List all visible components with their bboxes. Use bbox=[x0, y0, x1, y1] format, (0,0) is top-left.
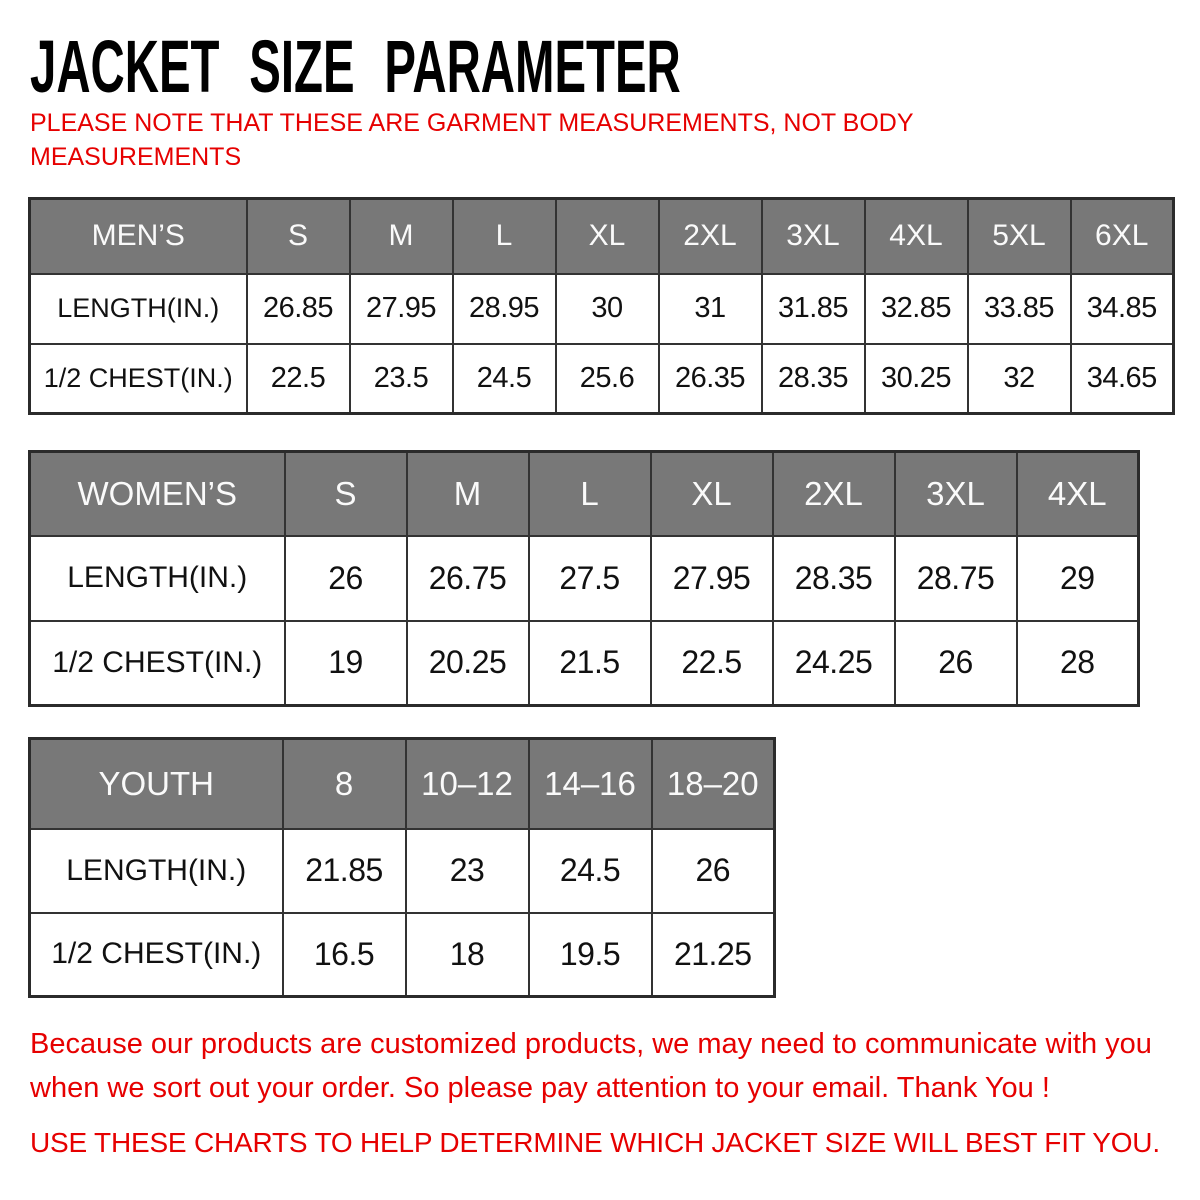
note-line-2: MEASUREMENTS bbox=[30, 143, 242, 171]
mens-chest-value: 32 bbox=[968, 344, 1071, 414]
womens-chest-value: 20.25 bbox=[407, 621, 529, 706]
mens-chest-value: 26.35 bbox=[659, 344, 762, 414]
womens-length-value: 26 bbox=[285, 536, 407, 621]
mens-size-header: M bbox=[350, 199, 453, 274]
youth-length-value: 21.85 bbox=[283, 829, 406, 913]
youth-header-row bbox=[30, 739, 775, 829]
womens-length-value: 28.35 bbox=[773, 536, 895, 621]
mens-header-row bbox=[30, 199, 1174, 274]
youth-chest-value: 16.5 bbox=[283, 913, 406, 997]
youth-chest-value: 21.25 bbox=[652, 913, 775, 997]
youth-length-label: LENGTH(IN.) bbox=[30, 829, 283, 913]
womens-length-value: 27.95 bbox=[651, 536, 773, 621]
womens-chest-value: 22.5 bbox=[651, 621, 773, 706]
mens-chest-value: 25.6 bbox=[556, 344, 659, 414]
womens-length-value: 27.5 bbox=[529, 536, 651, 621]
mens-length-value: 34.85 bbox=[1071, 274, 1174, 344]
youth-size-header: 14–16 bbox=[529, 739, 652, 829]
womens-group-label: WOMEN’S bbox=[30, 452, 285, 536]
mens-chest-value: 24.5 bbox=[453, 344, 556, 414]
womens-chest-value: 19 bbox=[285, 621, 407, 706]
mens-length-value: 33.85 bbox=[968, 274, 1071, 344]
womens-size-header: 3XL bbox=[895, 452, 1017, 536]
mens-size-header: L bbox=[453, 199, 556, 274]
mens-length-value: 26.85 bbox=[247, 274, 350, 344]
womens-length-value: 29 bbox=[1017, 536, 1139, 621]
mens-size-header: 5XL bbox=[968, 199, 1071, 274]
youth-size-table bbox=[28, 737, 776, 998]
mens-chest-value: 22.5 bbox=[247, 344, 350, 414]
womens-header-row bbox=[30, 452, 1139, 536]
womens-length-row bbox=[30, 536, 1139, 621]
youth-length-value: 24.5 bbox=[529, 829, 652, 913]
womens-chest-value: 28 bbox=[1017, 621, 1139, 706]
mens-length-label: LENGTH(IN.) bbox=[30, 274, 247, 344]
page-title: JACKET SIZE PARAMETER bbox=[30, 25, 681, 108]
mens-chest-value: 30.25 bbox=[865, 344, 968, 414]
womens-size-header: M bbox=[407, 452, 529, 536]
youth-chest-row bbox=[30, 913, 775, 997]
customization-note bbox=[30, 1022, 1152, 1110]
youth-length-row bbox=[30, 829, 775, 913]
womens-size-header: L bbox=[529, 452, 651, 536]
mens-chest-row bbox=[30, 344, 1174, 414]
womens-size-header: 2XL bbox=[773, 452, 895, 536]
youth-chest-value: 19.5 bbox=[529, 913, 652, 997]
womens-chest-label: 1/2 CHEST(IN.) bbox=[30, 621, 285, 706]
mens-length-value: 30 bbox=[556, 274, 659, 344]
mens-chest-label: 1/2 CHEST(IN.) bbox=[30, 344, 247, 414]
womens-length-value: 26.75 bbox=[407, 536, 529, 621]
mens-chest-value: 34.65 bbox=[1071, 344, 1174, 414]
mens-size-header: XL bbox=[556, 199, 659, 274]
womens-size-header: S bbox=[285, 452, 407, 536]
customization-note-line-1: Because our products are customized products, we may need to communicate with you bbox=[30, 1028, 1152, 1060]
womens-length-value: 28.75 bbox=[895, 536, 1017, 621]
youth-size-header: 8 bbox=[283, 739, 406, 829]
mens-length-row bbox=[30, 274, 1174, 344]
mens-size-header: 3XL bbox=[762, 199, 865, 274]
mens-size-header: 2XL bbox=[659, 199, 762, 274]
womens-chest-value: 21.5 bbox=[529, 621, 651, 706]
womens-size-header: 4XL bbox=[1017, 452, 1139, 536]
youth-length-value: 23 bbox=[406, 829, 529, 913]
womens-chest-value: 26 bbox=[895, 621, 1017, 706]
mens-size-header: S bbox=[247, 199, 350, 274]
mens-chest-value: 23.5 bbox=[350, 344, 453, 414]
mens-length-value: 31.85 bbox=[762, 274, 865, 344]
youth-group-label: YOUTH bbox=[30, 739, 283, 829]
garment-measurement-note bbox=[30, 106, 914, 174]
womens-size-table bbox=[28, 450, 1140, 707]
usage-note: USE THESE CHARTS TO HELP DETERMINE WHICH JACKET SIZE WILL BEST FIT YOU. bbox=[30, 1127, 1160, 1158]
mens-length-value: 28.95 bbox=[453, 274, 556, 344]
note-line-1: PLEASE NOTE THAT THESE ARE GARMENT MEASUREMENTS, NOT BODY bbox=[30, 109, 914, 137]
mens-length-value: 32.85 bbox=[865, 274, 968, 344]
womens-size-header: XL bbox=[651, 452, 773, 536]
mens-length-value: 27.95 bbox=[350, 274, 453, 344]
mens-size-table bbox=[28, 197, 1175, 415]
youth-chest-label: 1/2 CHEST(IN.) bbox=[30, 913, 283, 997]
youth-chest-value: 18 bbox=[406, 913, 529, 997]
womens-chest-row bbox=[30, 621, 1139, 706]
mens-group-label: MEN’S bbox=[30, 199, 247, 274]
customization-note-line-2: when we sort out your order. So please pay attention to your email. Thank You ! bbox=[30, 1072, 1050, 1104]
womens-length-label: LENGTH(IN.) bbox=[30, 536, 285, 621]
womens-chest-value: 24.25 bbox=[773, 621, 895, 706]
mens-chest-value: 28.35 bbox=[762, 344, 865, 414]
youth-length-value: 26 bbox=[652, 829, 775, 913]
mens-size-header: 4XL bbox=[865, 199, 968, 274]
mens-size-header: 6XL bbox=[1071, 199, 1174, 274]
mens-length-value: 31 bbox=[659, 274, 762, 344]
youth-size-header: 10–12 bbox=[406, 739, 529, 829]
youth-size-header: 18–20 bbox=[652, 739, 775, 829]
